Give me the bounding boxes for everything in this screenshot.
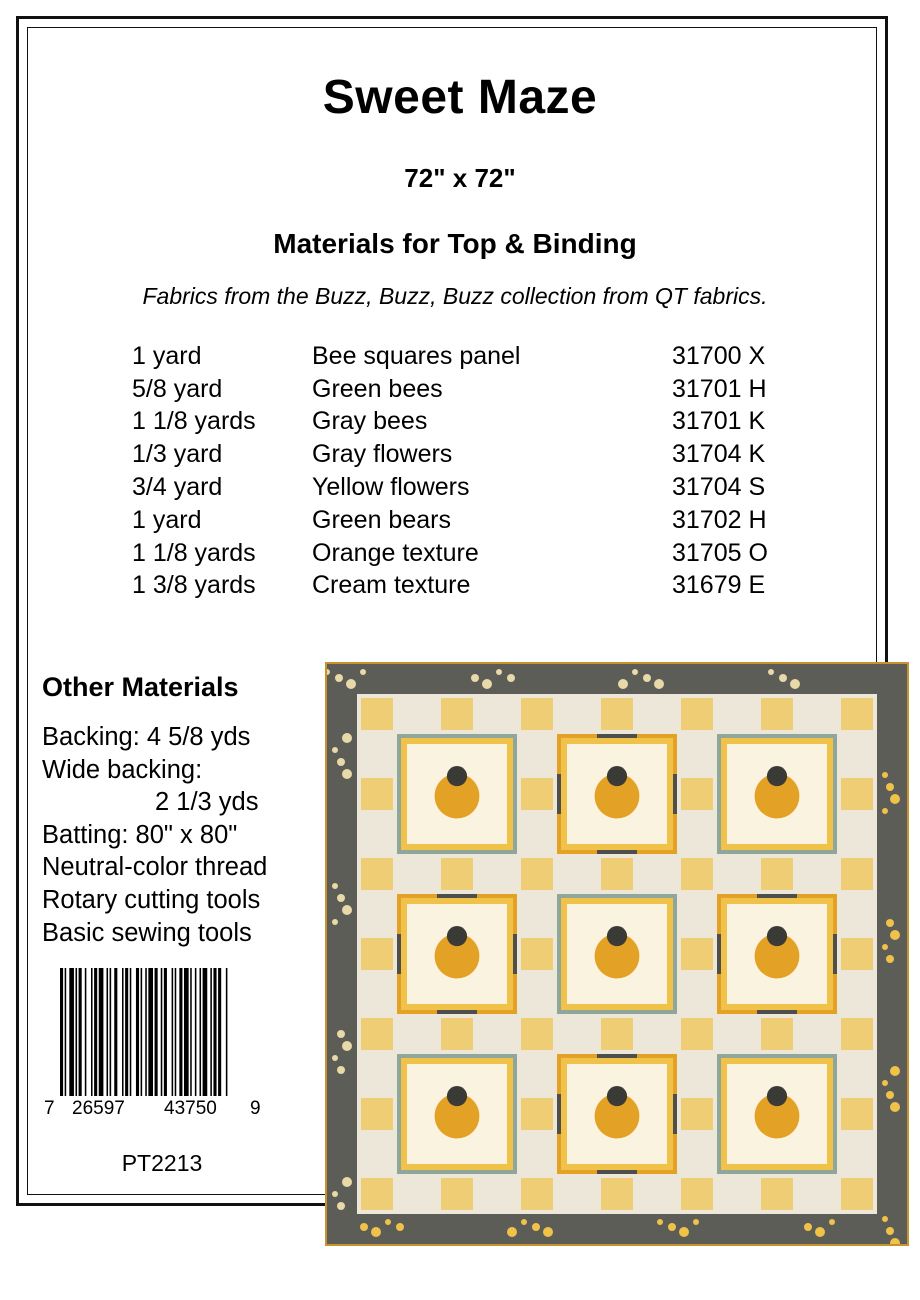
fabric-description: Bee squares panel <box>312 341 521 370</box>
border-flower-motif <box>768 669 774 675</box>
fabric-code: 31701 H <box>672 374 767 403</box>
quilt-small-square <box>601 698 633 730</box>
quilt-small-square <box>441 1178 473 1210</box>
quilt-small-square <box>841 1178 873 1210</box>
fabric-code: 31704 K <box>672 440 766 469</box>
quilt-small-square <box>361 778 393 810</box>
border-flower-motif <box>882 772 888 778</box>
border-flower-motif <box>668 1223 676 1231</box>
fabric-collection-note: Fabrics from the Buzz, Buzz, Buzz collection from QT fabrics. <box>142 283 768 309</box>
fabric-code: 31702 H <box>672 505 767 534</box>
barcode-bar <box>210 968 212 1096</box>
barcode-bar <box>85 968 87 1096</box>
quilt-small-square <box>521 1178 553 1210</box>
quilt-small-square <box>361 938 393 970</box>
barcode-digit-group: 26597 <box>72 1098 125 1119</box>
quilt-small-square <box>761 858 793 890</box>
fabric-code: 31705 O <box>672 538 768 567</box>
barcode-bar <box>125 968 128 1096</box>
barcode-bar <box>76 968 78 1096</box>
quilt-small-square <box>601 1018 633 1050</box>
other-material-line: Rotary cutting tools <box>42 885 261 914</box>
quilt-image <box>325 662 909 1246</box>
fabric-code: 31704 S <box>672 473 766 502</box>
barcode-bar <box>60 968 63 1096</box>
barcode-bar <box>179 968 182 1096</box>
quilt-small-square <box>441 698 473 730</box>
fabric-description: Orange texture <box>312 538 479 567</box>
fabric-code: 31701 K <box>672 407 766 436</box>
barcode-digit-group: 7 <box>44 1098 55 1119</box>
barcode-bar <box>107 968 109 1096</box>
barcode-bar <box>91 968 93 1096</box>
border-flower-motif <box>543 1227 553 1237</box>
border-flower-motif <box>632 669 638 675</box>
border-flower-motif <box>890 1066 900 1076</box>
border-flower-motif <box>779 674 787 682</box>
bee-head-motif <box>447 1086 467 1106</box>
barcode-bar <box>213 968 216 1096</box>
fabric-row <box>132 471 792 504</box>
quilt-small-square <box>761 1018 793 1050</box>
fabric-row <box>132 504 792 537</box>
fabric-description: Green bears <box>312 505 451 534</box>
barcode-bar <box>110 968 112 1096</box>
border-flower-motif <box>507 1227 517 1237</box>
bee-head-motif <box>767 766 787 786</box>
fabric-amount: 3/4 yard <box>132 473 223 502</box>
barcode-bar <box>218 968 221 1096</box>
quilt-small-square <box>601 858 633 890</box>
barcode-bar <box>122 968 124 1096</box>
border-flower-motif <box>886 955 894 963</box>
border-flower-motif <box>886 1227 894 1235</box>
border-flower-motif <box>532 1223 540 1231</box>
quilt-small-square <box>441 858 473 890</box>
quilt-small-square <box>521 858 553 890</box>
other-material-line: Wide backing: <box>42 755 203 784</box>
bee-head-motif <box>607 926 627 946</box>
fabric-amount: 1 1/8 yards <box>132 538 256 567</box>
quilt-small-square <box>601 1178 633 1210</box>
barcode-bar <box>94 968 97 1096</box>
border-flower-motif <box>385 1219 391 1225</box>
barcode-bar <box>172 968 174 1096</box>
quilt-small-square <box>841 698 873 730</box>
border-flower-motif <box>829 1219 835 1225</box>
quilt-small-square <box>681 698 713 730</box>
quilt-small-square <box>681 778 713 810</box>
border-flower-motif <box>507 674 515 682</box>
bee-head-motif <box>767 926 787 946</box>
quilt-small-square <box>681 1178 713 1210</box>
other-material-line: Backing: 4 5/8 yds <box>42 723 251 751</box>
fabric-amount: 1 yard <box>132 341 202 370</box>
fabric-description: Cream texture <box>312 571 471 600</box>
barcode-bar <box>114 968 117 1096</box>
border-flower-motif <box>342 769 352 779</box>
fabric-amount: 1 3/8 yards <box>132 571 256 600</box>
other-materials-title: Other Materials <box>42 672 239 702</box>
quilt-small-square <box>681 1018 713 1050</box>
barcode-bar <box>145 968 147 1096</box>
quilt-small-square <box>681 1098 713 1130</box>
border-flower-motif <box>890 930 900 940</box>
other-material-line: Batting: 80" x 80" <box>42 820 238 849</box>
fabric-list <box>132 340 792 602</box>
border-flower-motif <box>804 1223 812 1231</box>
border-flower-motif <box>332 883 338 889</box>
border-flower-motif <box>396 1223 404 1231</box>
fabric-description: Yellow flowers <box>312 473 470 502</box>
barcode-digit-group: 43750 <box>164 1098 217 1119</box>
quilt-small-square <box>521 698 553 730</box>
border-flower-motif <box>342 1177 352 1187</box>
border-flower-motif <box>618 679 628 689</box>
quilt-small-square <box>761 1178 793 1210</box>
barcode-bar <box>69 968 74 1096</box>
border-flower-motif <box>815 1227 825 1237</box>
barcode-bar <box>65 968 67 1096</box>
border-flower-motif <box>337 1030 345 1038</box>
quilt-small-square <box>681 858 713 890</box>
quilt-small-square <box>361 1178 393 1210</box>
border-flower-motif <box>342 733 352 743</box>
barcode-bar <box>99 968 104 1096</box>
barcode-digits <box>42 1098 268 1122</box>
quilt-small-square <box>361 698 393 730</box>
quilt-illustration <box>327 664 907 1244</box>
pattern-title: Sweet Maze <box>322 71 598 124</box>
barcode-bar <box>141 968 143 1096</box>
barcode-bar <box>161 968 163 1096</box>
bee-head-motif <box>767 1086 787 1106</box>
border-flower-motif <box>337 758 345 766</box>
fabric-row <box>132 340 792 373</box>
bee-head-motif <box>447 766 467 786</box>
barcode-digit-group: 9 <box>250 1098 261 1119</box>
fabric-amount: 1 yard <box>132 505 202 534</box>
border-flower-motif <box>657 1219 663 1225</box>
barcode-bar <box>195 968 197 1096</box>
fabric-row <box>132 373 792 406</box>
border-flower-motif <box>332 919 338 925</box>
border-flower-motif <box>679 1227 689 1237</box>
quilt-small-square <box>361 1098 393 1130</box>
border-flower-motif <box>346 679 356 689</box>
border-flower-motif <box>886 919 894 927</box>
quilt-small-square <box>761 698 793 730</box>
barcode <box>42 968 268 1128</box>
fabric-row <box>132 438 792 471</box>
border-flower-motif <box>790 679 800 689</box>
quilt-small-square <box>521 1098 553 1130</box>
fabric-description: Gray bees <box>312 407 428 436</box>
border-flower-motif <box>882 1080 888 1086</box>
fabric-amount: 1 1/8 yards <box>132 407 256 436</box>
border-flower-motif <box>693 1219 699 1225</box>
materials-heading: Materials for Top & Binding <box>273 228 637 259</box>
border-flower-motif <box>335 674 343 682</box>
border-flower-motif <box>360 1223 368 1231</box>
border-flower-motif <box>337 1066 345 1074</box>
border-flower-motif <box>337 1202 345 1210</box>
barcode-bar <box>79 968 82 1096</box>
barcode-bar <box>155 968 158 1096</box>
barcode-bar <box>203 968 208 1096</box>
bee-head-motif <box>607 1086 627 1106</box>
bee-head-motif <box>607 766 627 786</box>
border-flower-motif <box>332 747 338 753</box>
border-flower-motif <box>332 1055 338 1061</box>
fabric-code: 31700 X <box>672 341 766 370</box>
fabric-code: 31679 E <box>672 571 766 600</box>
pattern-sku: PT2213 <box>121 1150 203 1176</box>
barcode-bar <box>226 968 228 1096</box>
border-flower-motif <box>342 905 352 915</box>
border-flower-motif <box>654 679 664 689</box>
border-flower-motif <box>643 674 651 682</box>
border-flower-motif <box>471 674 479 682</box>
border-flower-motif <box>360 669 366 675</box>
quilt-size: 72" x 72" <box>404 163 516 193</box>
border-flower-motif <box>337 894 345 902</box>
barcode-bar <box>184 968 189 1096</box>
bee-head-motif <box>447 926 467 946</box>
quilt-small-square <box>521 938 553 970</box>
other-material-line: 2 1/3 yds <box>155 788 259 817</box>
border-flower-motif <box>890 1102 900 1112</box>
barcode-bar <box>130 968 132 1096</box>
fabric-row <box>132 537 792 570</box>
fabric-row <box>132 406 792 439</box>
other-materials <box>42 672 322 949</box>
border-flower-motif <box>890 794 900 804</box>
border-flower-motif <box>521 1219 527 1225</box>
barcode-bars <box>60 968 268 1096</box>
barcode-bar <box>175 968 177 1096</box>
quilt-small-square <box>841 778 873 810</box>
quilt-small-square <box>841 1018 873 1050</box>
border-flower-motif <box>496 669 502 675</box>
border-flower-motif <box>371 1227 381 1237</box>
border-flower-motif <box>882 808 888 814</box>
border-flower-motif <box>886 783 894 791</box>
border-flower-motif <box>882 944 888 950</box>
quilt-small-square <box>681 938 713 970</box>
other-material-line: Neutral-color thread <box>42 853 268 882</box>
barcode-bar <box>190 968 192 1096</box>
border-flower-motif <box>342 1041 352 1051</box>
border-flower-motif <box>482 679 492 689</box>
quilt-small-square <box>841 1098 873 1130</box>
border-flower-motif <box>882 1216 888 1222</box>
quilt-small-square <box>521 1018 553 1050</box>
fabric-description: Green bees <box>312 374 443 403</box>
quilt-small-square <box>841 938 873 970</box>
barcode-bar <box>164 968 167 1096</box>
other-material-line: Basic sewing tools <box>42 918 252 947</box>
barcode-bar <box>200 968 202 1096</box>
barcode-bar <box>136 968 139 1096</box>
border-flower-motif <box>886 1091 894 1099</box>
fabric-row <box>132 570 792 603</box>
quilt-small-square <box>361 1018 393 1050</box>
fabric-amount: 1/3 yard <box>132 440 223 469</box>
fabric-amount: 5/8 yard <box>132 374 223 403</box>
border-flower-motif <box>332 1191 338 1197</box>
quilt-small-square <box>521 778 553 810</box>
quilt-small-square <box>361 858 393 890</box>
quilt-small-square <box>841 858 873 890</box>
fabric-description: Gray flowers <box>312 440 453 469</box>
barcode-bar <box>148 968 153 1096</box>
quilt-small-square <box>441 1018 473 1050</box>
